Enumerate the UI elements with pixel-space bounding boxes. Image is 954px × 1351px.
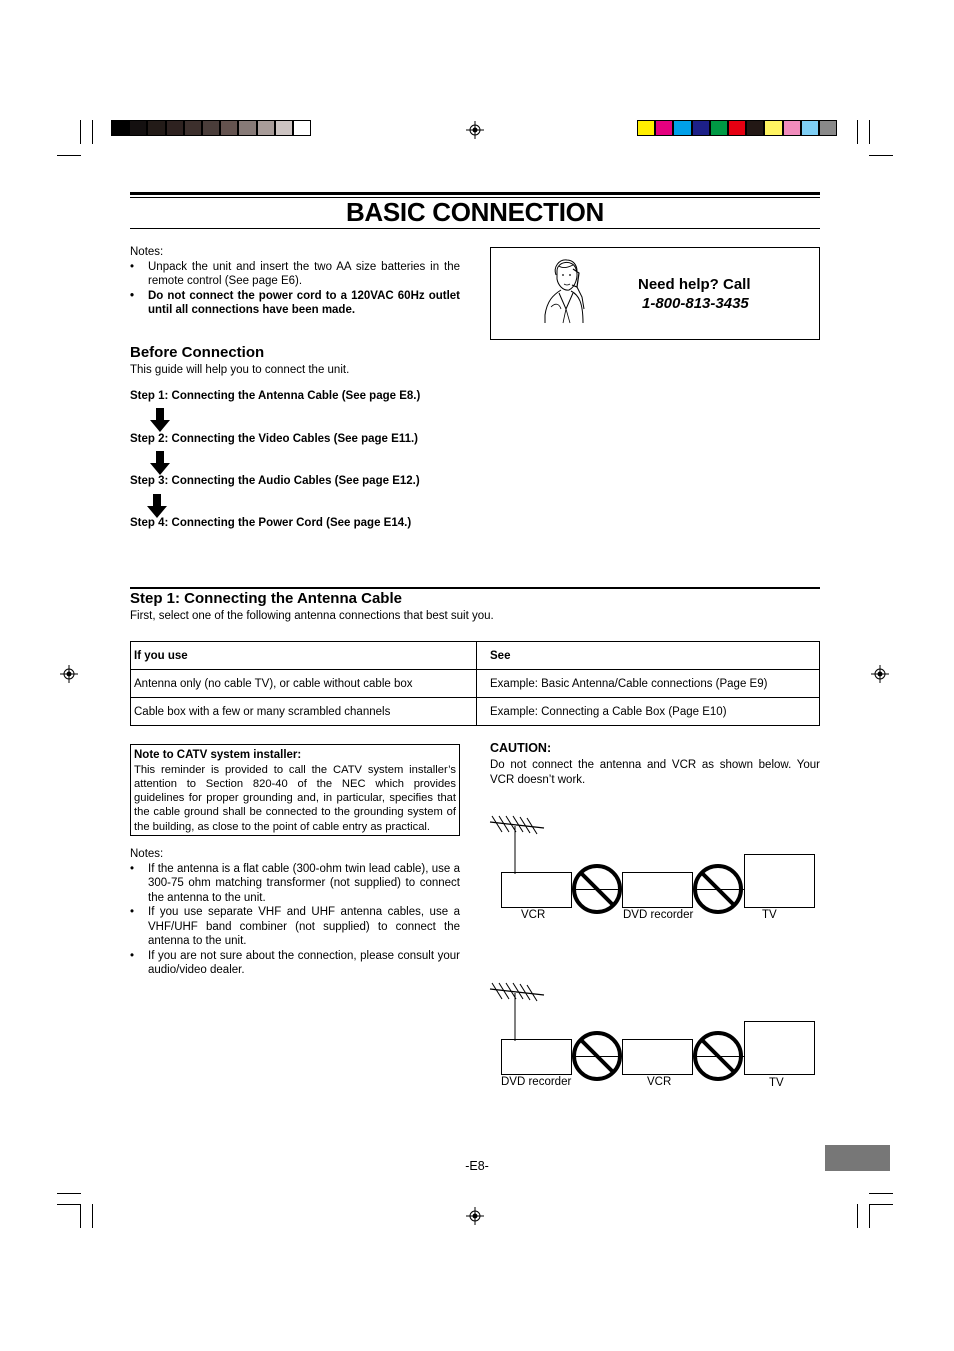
table-header-cell: See	[477, 642, 820, 670]
color-swatch	[819, 120, 837, 136]
note-item: • If you are not sure about the connection, please consult your audio/video dealer.	[130, 949, 460, 978]
gray-swatch	[129, 120, 147, 136]
caution-heading: CAUTION:	[490, 741, 552, 755]
note-item-warning: • Do not connect the power cord to a 120VAC 60Hz outlet until all connections have been made.	[130, 289, 460, 318]
gray-swatch	[275, 120, 293, 136]
caution-text: Do not connect the antenna and VCR as shown below. Your VCR doesn’t work.	[490, 759, 820, 786]
person-on-phone-icon	[539, 257, 591, 327]
device-label: DVD recorder	[623, 909, 694, 921]
registration-mark-icon	[871, 665, 889, 683]
color-swatch	[655, 120, 673, 136]
color-swatch	[746, 120, 764, 136]
device-box-vcr	[622, 1039, 693, 1075]
table-row	[131, 698, 820, 726]
color-swatch	[673, 120, 691, 136]
down-arrow-icon	[150, 451, 170, 475]
color-swatch	[728, 120, 746, 136]
catv-note-box	[130, 744, 460, 836]
color-swatch	[783, 120, 801, 136]
page-number: -E8-	[465, 1159, 489, 1173]
prohibited-icon	[692, 863, 744, 915]
device-box-dvd-recorder	[501, 1039, 572, 1075]
gray-swatch	[238, 120, 256, 136]
device-box-dvd-recorder	[622, 872, 693, 908]
before-connection-heading: Before Connection	[130, 344, 265, 361]
table-cell: Antenna only (no cable TV), or cable without cable box	[131, 670, 477, 698]
page-title: BASIC CONNECTION	[345, 197, 605, 227]
color-swatch	[692, 120, 710, 136]
device-box-tv	[744, 854, 815, 908]
help-phone-number[interactable]: 1-800-813-3435	[642, 295, 749, 312]
antenna-options-table	[130, 641, 820, 726]
notes-heading: Notes:	[130, 848, 164, 860]
note-item: • If the antenna is a flat cable (300-ohm twin lead cable), use a 300-75 ohm matching transformer (not supplied) to connect the antenna to the unit.	[130, 862, 460, 906]
table-row	[131, 670, 820, 698]
device-label: VCR	[647, 1076, 672, 1088]
note-item: • If you use separate VHF and UHF antenna cables, use a VHF/UHF band combiner (not supplied) to connect the antenna to the unit.	[130, 905, 460, 949]
color-swatch	[801, 120, 819, 136]
title-rule-bottom	[130, 228, 820, 229]
registration-mark-icon	[60, 665, 78, 683]
device-label: TV	[762, 909, 777, 921]
color-swatch	[637, 120, 655, 136]
step-item: Step 1: Connecting the Antenna Cable (See page E8.)	[130, 390, 421, 402]
gray-swatch	[202, 120, 220, 136]
help-box	[490, 247, 820, 340]
title-rule-top	[130, 192, 820, 195]
before-connection-intro: This guide will help you to connect the unit.	[130, 364, 350, 376]
gray-swatch	[293, 120, 311, 136]
gray-swatch	[220, 120, 238, 136]
device-label: TV	[769, 1077, 784, 1089]
table-cell: Example: Connecting a Cable Box (Page E10)	[477, 698, 820, 726]
device-box-tv	[744, 1021, 815, 1075]
antenna-icon	[488, 979, 548, 1041]
antenna-icon	[488, 812, 548, 874]
prohibited-icon	[571, 863, 623, 915]
color-swatch	[710, 120, 728, 136]
down-arrow-icon	[150, 408, 170, 432]
registration-mark-icon	[466, 1207, 484, 1225]
gray-swatch	[184, 120, 202, 136]
catv-note-body: This reminder is provided to call the CATV system installer’s attention to Section 820-40 of the NEC which provides guidelines for proper grounding and, in particular, specifies that the cable ground shall be connected to the grounding system of the building, as close to the point of cable entry as practical.	[134, 763, 456, 833]
notes-heading: Notes:	[130, 246, 164, 258]
section-rule	[130, 587, 820, 589]
gray-swatch	[147, 120, 165, 136]
note-item: • Unpack the unit and insert the two AA size batteries in the remote control (See page E6).	[130, 260, 460, 289]
gray-swatch	[166, 120, 184, 136]
notes-bottom	[130, 847, 460, 978]
step1-intro: First, select one of the following antenna connections that best suit you.	[130, 610, 494, 622]
gray-swatch	[257, 120, 275, 136]
device-label: VCR	[521, 909, 546, 921]
device-box-vcr	[501, 872, 572, 908]
table-cell: Example: Basic Antenna/Cable connections (Page E9)	[477, 670, 820, 698]
step1-heading: Step 1: Connecting the Antenna Cable	[130, 590, 402, 607]
help-call-text: Need help? Call	[638, 276, 751, 293]
color-swatch	[764, 120, 782, 136]
step-item: Step 4: Connecting the Power Cord (See page E14.)	[130, 517, 412, 529]
registration-mark-icon	[466, 121, 484, 139]
catv-note-title: Note to CATV system installer:	[134, 749, 302, 761]
table-cell: Cable box with a few or many scrambled channels	[131, 698, 477, 726]
prohibited-icon	[571, 1030, 623, 1082]
table-header-cell: If you use	[131, 642, 477, 670]
table-header-row	[131, 642, 820, 670]
gray-swatch	[111, 120, 129, 136]
notes-top	[130, 245, 460, 318]
prohibited-icon	[692, 1030, 744, 1082]
step-item: Step 3: Connecting the Audio Cables (See page E12.)	[130, 475, 420, 487]
device-label: DVD recorder	[501, 1076, 572, 1088]
down-arrow-icon	[147, 494, 167, 518]
step-item: Step 2: Connecting the Video Cables (See page E11.)	[130, 433, 418, 445]
